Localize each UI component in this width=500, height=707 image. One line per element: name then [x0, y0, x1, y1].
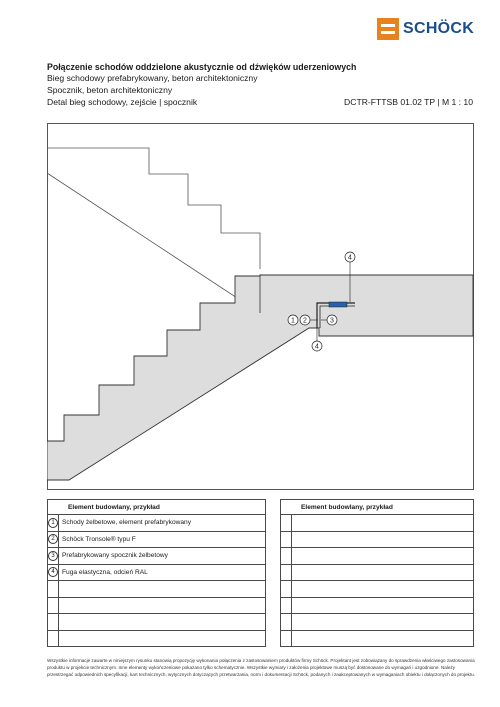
legend-header-left: Element budowlany, przykład — [48, 500, 266, 515]
table-row — [48, 597, 266, 614]
tronsole-element — [329, 302, 347, 307]
subtitle-line-2: Spocznik, beton architektoniczny — [47, 85, 173, 95]
table-row — [48, 630, 266, 647]
callout-label-3: 3 — [330, 317, 334, 325]
stair-detail-drawing — [47, 123, 474, 490]
row-number: 4 — [48, 567, 58, 577]
table-row — [48, 515, 266, 532]
table-row — [48, 531, 266, 548]
table-row — [48, 614, 266, 631]
schock-logo — [377, 18, 474, 40]
table-row — [281, 614, 474, 631]
table-row — [281, 564, 474, 581]
row-text: Schody żelbetowe, element prefabrykowany — [59, 515, 266, 532]
row-text: Prefabrykowany spocznik żelbetowy — [59, 548, 266, 565]
row-text: Schöck Tronsole® typu F — [59, 531, 266, 548]
table-row — [281, 630, 474, 647]
table-row — [281, 531, 474, 548]
page-title: Połączenie schodów oddzielone akustycznie od dźwięków uderzeniowych — [47, 62, 357, 72]
callout-label-4-bottom: 4 — [315, 343, 319, 351]
legend-table-right — [280, 499, 474, 647]
callout-label-4-top: 4 — [348, 254, 352, 262]
table-row — [48, 548, 266, 565]
row-number: 1 — [48, 518, 58, 528]
subtitle-line-3: Detal bieg schodowy, zejście | spocznik — [47, 97, 198, 107]
legend-tables — [47, 499, 474, 647]
row-text: Fuga elastyczna, odcień RAL — [59, 564, 266, 581]
table-row — [48, 581, 266, 598]
table-row — [281, 597, 474, 614]
logo-text: SCHÖCK — [403, 20, 475, 37]
table-row — [48, 564, 266, 581]
callout-label-1: 1 — [291, 317, 295, 325]
drawing-reference: DCTR-FTTSB 01.02 TP | M 1 : 10 — [344, 97, 473, 107]
logo-mark-icon — [377, 18, 399, 40]
legend-header-right: Element budowlany, przykład — [281, 500, 474, 515]
callout-label-2: 2 — [303, 317, 307, 325]
table-row — [281, 581, 474, 598]
disclaimer-text: Wszystkie informacje zawarte w niniejszym rysunku stanowią propozycję wykonania połączenia z zastosowaniem produktów firmy Schöck. Projektant jest zobowiązany do sprawdzenia właściwego zastosowania produktu w projekcie technicznym. Inne elementy wykończeniowe pokazano tylko schematycznie. Wszystkie wymiary i założenia projektowe muszą być dostosowane do wymagań i uzgodnione. Należy przestrzegać odpowiednich specyfikacji, kart technicznych, wytycznych dotyczących przetwarzania, norm i dokumentacji Schöck, podanych i zaakceptowanych w wymaganiach obiektu i dołączonych do projektu. — [47, 658, 475, 677]
table-row — [281, 548, 474, 565]
row-number: 2 — [48, 534, 58, 544]
legend-table-left — [47, 499, 266, 647]
subtitle-line-1: Bieg schodowy prefabrykowany, beton architektoniczny — [47, 73, 258, 83]
row-number: 3 — [48, 551, 58, 561]
table-row — [281, 515, 474, 532]
